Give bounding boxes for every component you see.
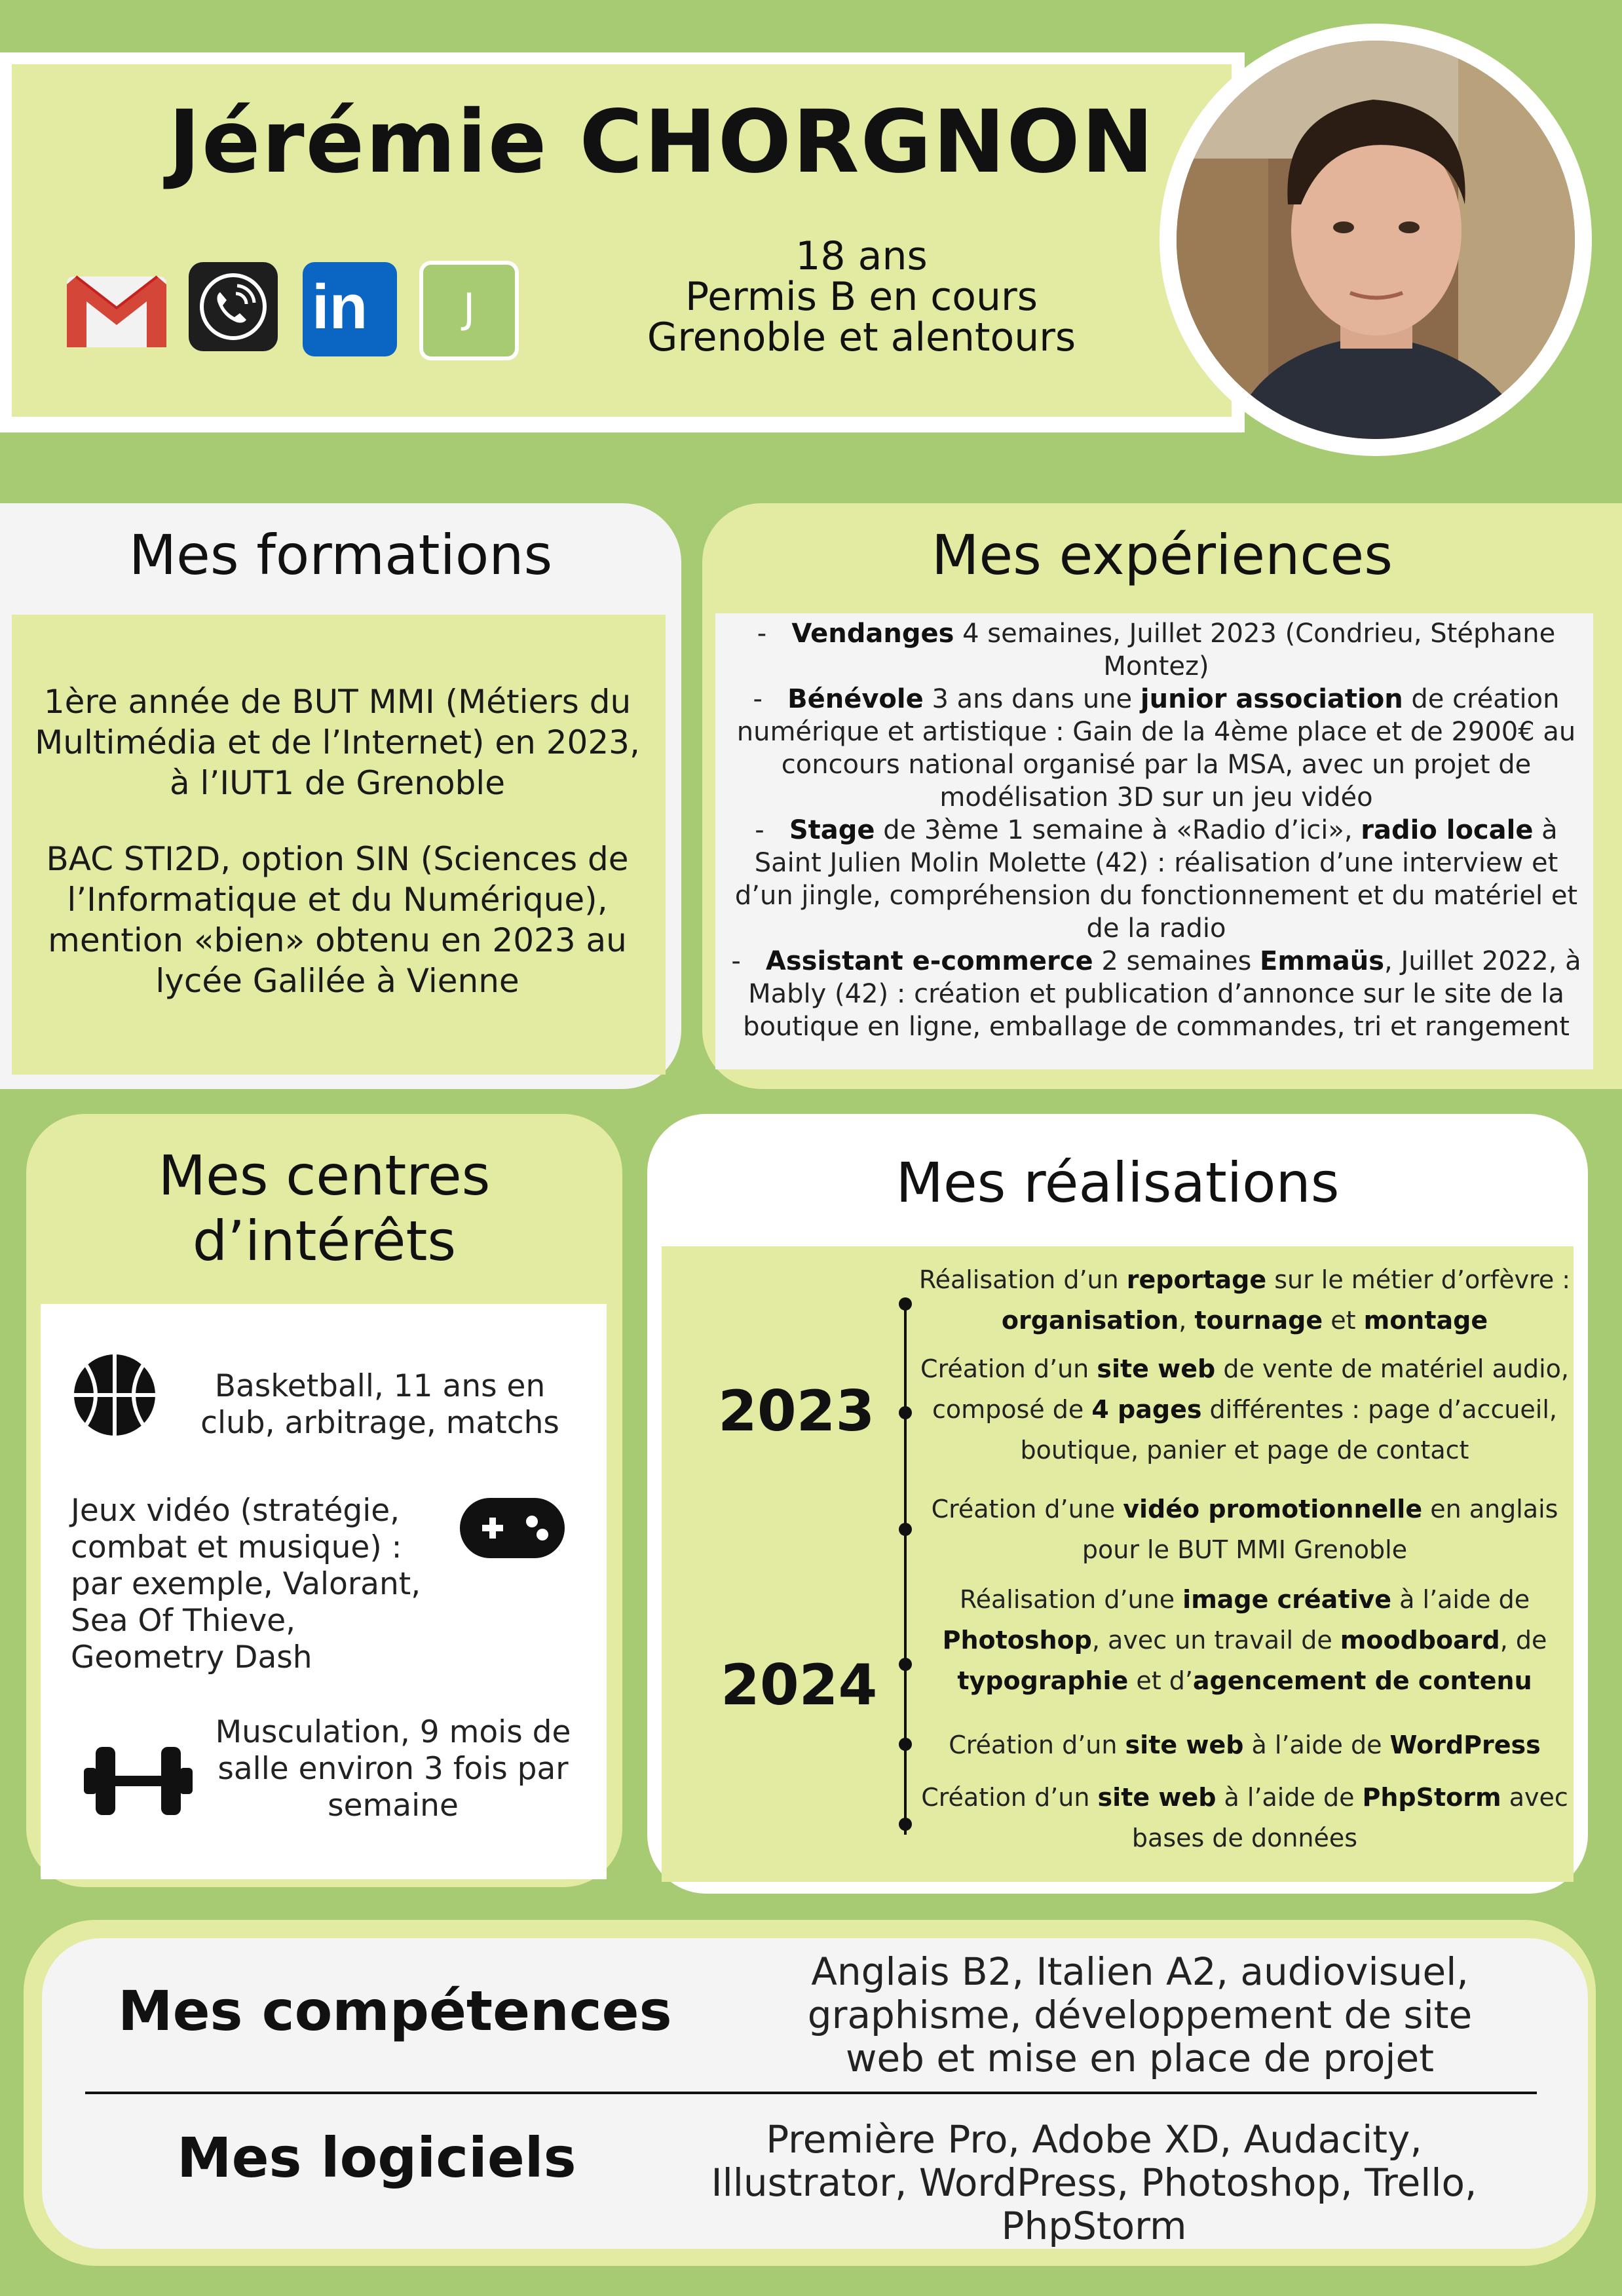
realisation-phpstorm: Création d’un site web à l’aide de PhpStorm avec bases de données	[921, 1783, 1568, 1852]
experiences-list	[727, 617, 1585, 1043]
interest-basketball: Basketball, 11 ans en club, arbitrage, matchs	[200, 1368, 559, 1441]
profile-photo	[1177, 41, 1575, 439]
interests-title-line2: d’intérêts	[192, 1209, 457, 1273]
interests-title	[26, 1143, 622, 1274]
gamepad-icon	[459, 1495, 566, 1561]
timeline-dot	[899, 1818, 912, 1831]
formation-but: 1ère année de BUT MMI (Métiers du Multimédia et de l’Internet) en 2023, à l’IUT1 de Grenoble	[35, 683, 640, 802]
license: Permis B en cours	[685, 274, 1038, 320]
person-name: Jérémie CHORGNON	[168, 92, 1156, 193]
realisation-image: Réalisation d’une image créative à l’aide de Photoshop, avec un travail de moodboard, de typographie et d’agencement de contenu	[942, 1585, 1547, 1695]
realisation-wordpress: Création d’un site web à l’aide de WordPress	[949, 1731, 1541, 1759]
interest-gym: Musculation, 9 mois de salle environ 3 fois par semaine	[215, 1714, 571, 1824]
experiences-title: Mes expériences	[932, 523, 1393, 587]
formations-list	[26, 681, 649, 1001]
linkedin-label: in	[312, 272, 368, 342]
skills-text: Anglais B2, Italien A2, audiovisuel, graphisme, développement de site web et mise en place de projet	[807, 1949, 1473, 2080]
skills-title: Mes compétences	[118, 1979, 672, 2043]
gmail-icon[interactable]	[64, 262, 162, 354]
timeline-dot	[899, 1297, 912, 1311]
divider	[85, 2092, 1537, 2094]
realisation-video: Création d’une vidéo promotionnelle en anglais pour le BUT MMI Grenoble	[931, 1495, 1558, 1564]
timeline-dot	[899, 1738, 912, 1751]
interest-games: Jeux vidéo (stratégie, combat et musique) : par exemple, Valorant, Sea Of Thieve, Geometry Dash	[71, 1493, 421, 1675]
software-title: Mes logiciels	[177, 2126, 576, 2190]
realisation-reportage: Réalisation d’un reportage sur le métier d’orfèvre : organisation, tournage et montage	[918, 1265, 1571, 1335]
personal-info	[570, 233, 1153, 360]
realisations-title: Mes réalisations	[896, 1151, 1340, 1215]
realisation-site-vente: Création d’un site web de vente de matériel audio, composé de 4 pages différentes : page d’accueil, boutique, panier et page de contact	[920, 1354, 1569, 1464]
dumbbell-icon	[84, 1742, 193, 1820]
experience-item: - Assistant e-commerce 2 semaines Emmaüs, Juillet 2022, à Mably (42) : création et publication d’annonce sur le site de la boutique en ligne, emballage de commandes, tri et rangement	[731, 946, 1581, 1042]
formation-bac: BAC STI2D, option SIN (Sciences de l’Informatique et du Numérique), mention «bien» obtenu en 2023 au lycée Galilée à Vienne	[46, 840, 629, 1000]
portfolio-letter: J	[462, 284, 476, 332]
experience-item: - Vendanges 4 semaines, Juillet 2023 (Condrieu, Stéphane Montez)	[757, 619, 1556, 681]
year-2023: 2023	[718, 1379, 875, 1444]
timeline-dot	[899, 1523, 912, 1536]
linkedin-icon[interactable]	[303, 262, 397, 356]
experience-item: - Bénévole 3 ans dans une junior association de création numérique et artistique : Gain de la 4ème place et de 2900€ au concours national organisé par la MSA, avec un projet de modélisation 3D sur un jeu vidéo	[736, 684, 1576, 813]
timeline-dot	[899, 1658, 912, 1671]
age: 18 ans	[795, 233, 928, 279]
timeline-line	[904, 1303, 907, 1835]
portfolio-icon[interactable]	[419, 261, 519, 360]
interests-title-line1: Mes centres	[158, 1143, 491, 1208]
phone-icon[interactable]	[189, 262, 278, 351]
year-2024: 2024	[721, 1653, 878, 1718]
software-text: Première Pro, Adobe XD, Audacity, Illustrator, WordPress, Photoshop, Trello, PhpStorm	[711, 2117, 1477, 2248]
timeline-dot	[899, 1406, 912, 1419]
formations-title: Mes formations	[128, 523, 553, 587]
experience-item: - Stage de 3ème 1 semaine à «Radio d’ici», radio locale à Saint Julien Molin Molette (42) : réalisation d’une interview et d’un jingle, compréhension du fonctionnement et du matériel et de la radio	[734, 815, 1578, 944]
basketball-icon	[72, 1352, 157, 1438]
location: Grenoble et alentours	[647, 315, 1076, 360]
